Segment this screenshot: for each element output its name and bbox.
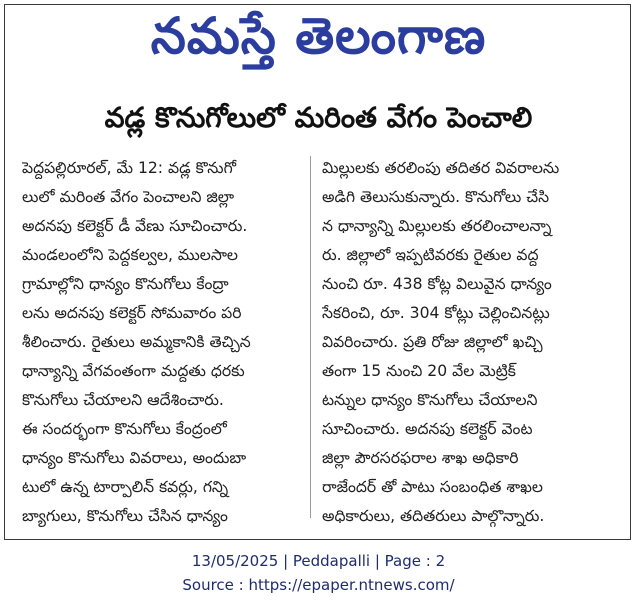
- article-line: టన్నుల ధాన్యం కొనుగోలు చేయాలని: [322, 391, 538, 409]
- edition-info: 13/05/2025 | Peddapalli | Page : 2: [191, 552, 446, 570]
- article-line: ధాన్యాన్ని వేగవంతంగా మద్దతు ధరకు: [22, 362, 245, 380]
- article-line: ఈ సందర్భంగా కొనుగోలు కేంద్రంలో: [22, 420, 227, 438]
- article-line: గ్రామాల్లోని ధాన్యం కొనుగోలు కేంద్రా: [22, 275, 229, 293]
- article-line: రాజేందర్ తో పాటు సంబంధిత శాఖల: [322, 478, 543, 496]
- article-line: ధాన్యం కొనుగోలు వివరాలు, అందుబా: [22, 449, 247, 467]
- article-line: తంగా 15 నుంచి 20 వేల మెట్రిక్: [322, 362, 516, 380]
- article-line: అదనపు కలెక్టర్ డీ వేణు సూచించారు.: [22, 217, 248, 235]
- article-right-column: [322, 154, 602, 531]
- source-link[interactable]: Source : https://epaper.ntnews.com/: [182, 576, 455, 594]
- article-line: బ్యాగులు, కొనుగోలు చేసిన ధాన్యం: [22, 507, 228, 525]
- article-left-column: [22, 154, 302, 531]
- article-line: వివరించారు. ప్రతి రోజు జిల్లాలో ఖచ్చి: [322, 333, 543, 351]
- article-line: శీలించారు. రైతులు అమ్మకానికి తెచ్చిన: [22, 333, 251, 351]
- column-divider: [310, 156, 311, 518]
- article-headline: వడ్ల కొనుగోలులో మరింత వేగం పెంచాలి: [104, 101, 533, 134]
- article-line: సేకరించి, రూ. 304 కోట్లు చెల్లించినట్లు: [322, 304, 550, 322]
- article-line: న ధాన్యాన్ని మిల్లులకు తరలించాలన్నా: [322, 217, 552, 235]
- article-line: అడిగి తెలుసుకున్నారు. కొనుగోలు చేసి: [322, 188, 550, 206]
- article-line: పెద్దపల్లిరూరల్, మే 12: వడ్ల కొనుగో: [22, 159, 236, 177]
- article-line: అధికారులు, తదితరులు పాల్గొన్నారు.: [322, 507, 545, 525]
- article-line: టులో ఉన్న టార్పాలిన్ కవర్లు, గన్ని: [22, 478, 229, 496]
- article-line: కొనుగోలు చేయాలని ఆదేశించారు.: [22, 391, 224, 409]
- article-line: సూచించారు. అదనపు కలెక్టర్ వెంట: [322, 420, 533, 438]
- article-line: మండలంలోని పెద్దకల్వల, ములసాల: [22, 246, 238, 264]
- article-line: లులో మరింత వేగం పెంచాలని జిల్లా: [22, 188, 235, 206]
- article-line: లను అదనపు కలెక్టర్ సోమవారం పరి: [22, 304, 242, 322]
- article-line: మిల్లులకు తరలింపు తదితర వివరాలను: [322, 159, 560, 177]
- article-line: నుంచి రూ. 438 కోట్ల విలువైన ధాన్యం: [322, 275, 552, 293]
- article-line: జిల్లా పౌరసరఫరాల శాఖ అధికారి: [322, 449, 519, 467]
- article-line: రు. జిల్లాలో ఇప్పటివరకు రైతుల వద్ద: [322, 246, 539, 264]
- newspaper-masthead: నమస్తే తెలంగాణ: [150, 7, 487, 65]
